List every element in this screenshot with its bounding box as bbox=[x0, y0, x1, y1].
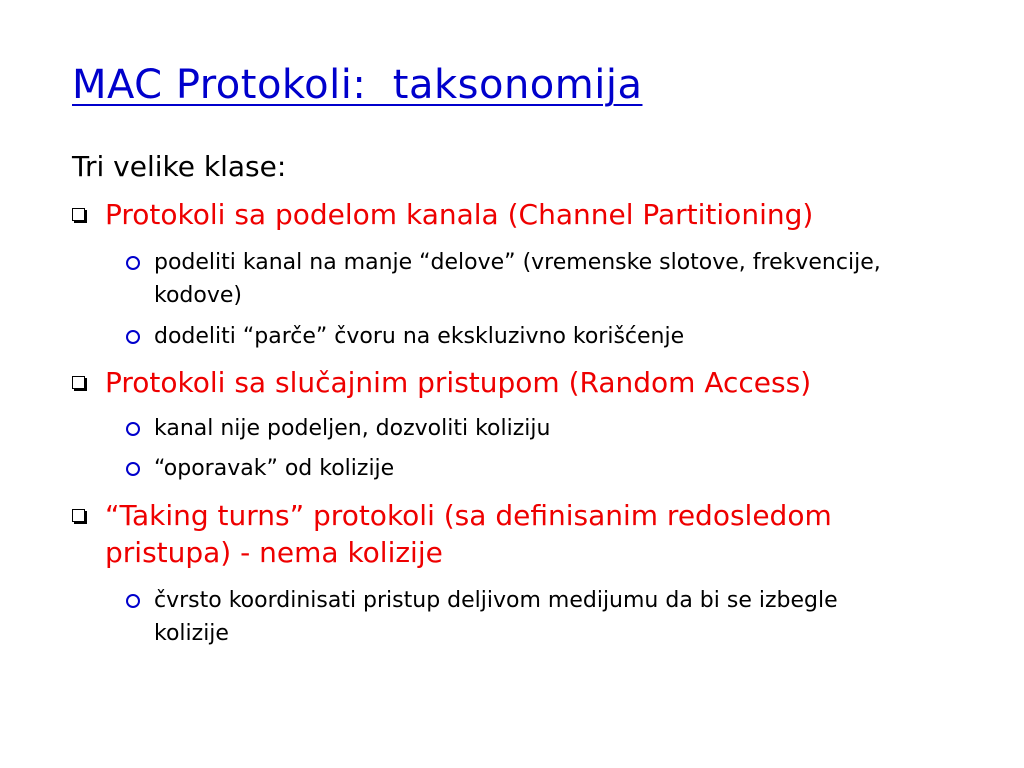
bullet-text: Protokoli sa slučajnim pristupom (Random Access) bbox=[105, 366, 812, 399]
circle-bullet-icon bbox=[126, 594, 140, 608]
circle-bullet-icon bbox=[126, 422, 140, 436]
square-bullet-icon bbox=[72, 509, 85, 522]
sub-bullet-item bbox=[126, 320, 894, 353]
bullet-text: “Taking turns” protokoli (sa definisanim redosledom pristupa) - nema kolizije bbox=[105, 499, 832, 569]
bullet-item-random-access bbox=[72, 364, 965, 401]
bullet-item-channel-partitioning bbox=[72, 196, 965, 233]
square-bullet-icon bbox=[72, 208, 85, 221]
sub-bullet-text: čvrsto koordinisati pristup deljivom medijumu da bi se izbegle kolizije bbox=[154, 588, 838, 646]
sub-bullet-text: kanal nije podeljen, dozvoliti koliziju bbox=[154, 416, 551, 441]
sub-bullet-item bbox=[126, 452, 894, 485]
bullet-text: Protokoli sa podelom kanala (Channel Partitioning) bbox=[105, 198, 814, 231]
circle-bullet-icon bbox=[126, 256, 140, 270]
sub-bullet-item bbox=[126, 412, 894, 445]
sub-bullet-item bbox=[126, 246, 894, 312]
intro-text: Tri velike klase: bbox=[72, 150, 287, 183]
circle-bullet-icon bbox=[126, 462, 140, 476]
sub-bullet-item bbox=[126, 584, 894, 650]
sub-bullet-text: dodeliti “parče” čvoru na ekskluzivno korišćenje bbox=[154, 324, 685, 349]
slide-title: MAC Protokoli: taksonomija bbox=[72, 62, 643, 108]
sub-bullet-text: “oporavak” od kolizije bbox=[154, 456, 395, 481]
circle-bullet-icon bbox=[126, 330, 140, 344]
bullet-item-taking-turns bbox=[72, 497, 965, 571]
square-bullet-icon bbox=[72, 376, 85, 389]
sub-bullet-text: podeliti kanal na manje “delove” (vremenske slotove, frekvencije, kodove) bbox=[154, 250, 881, 308]
